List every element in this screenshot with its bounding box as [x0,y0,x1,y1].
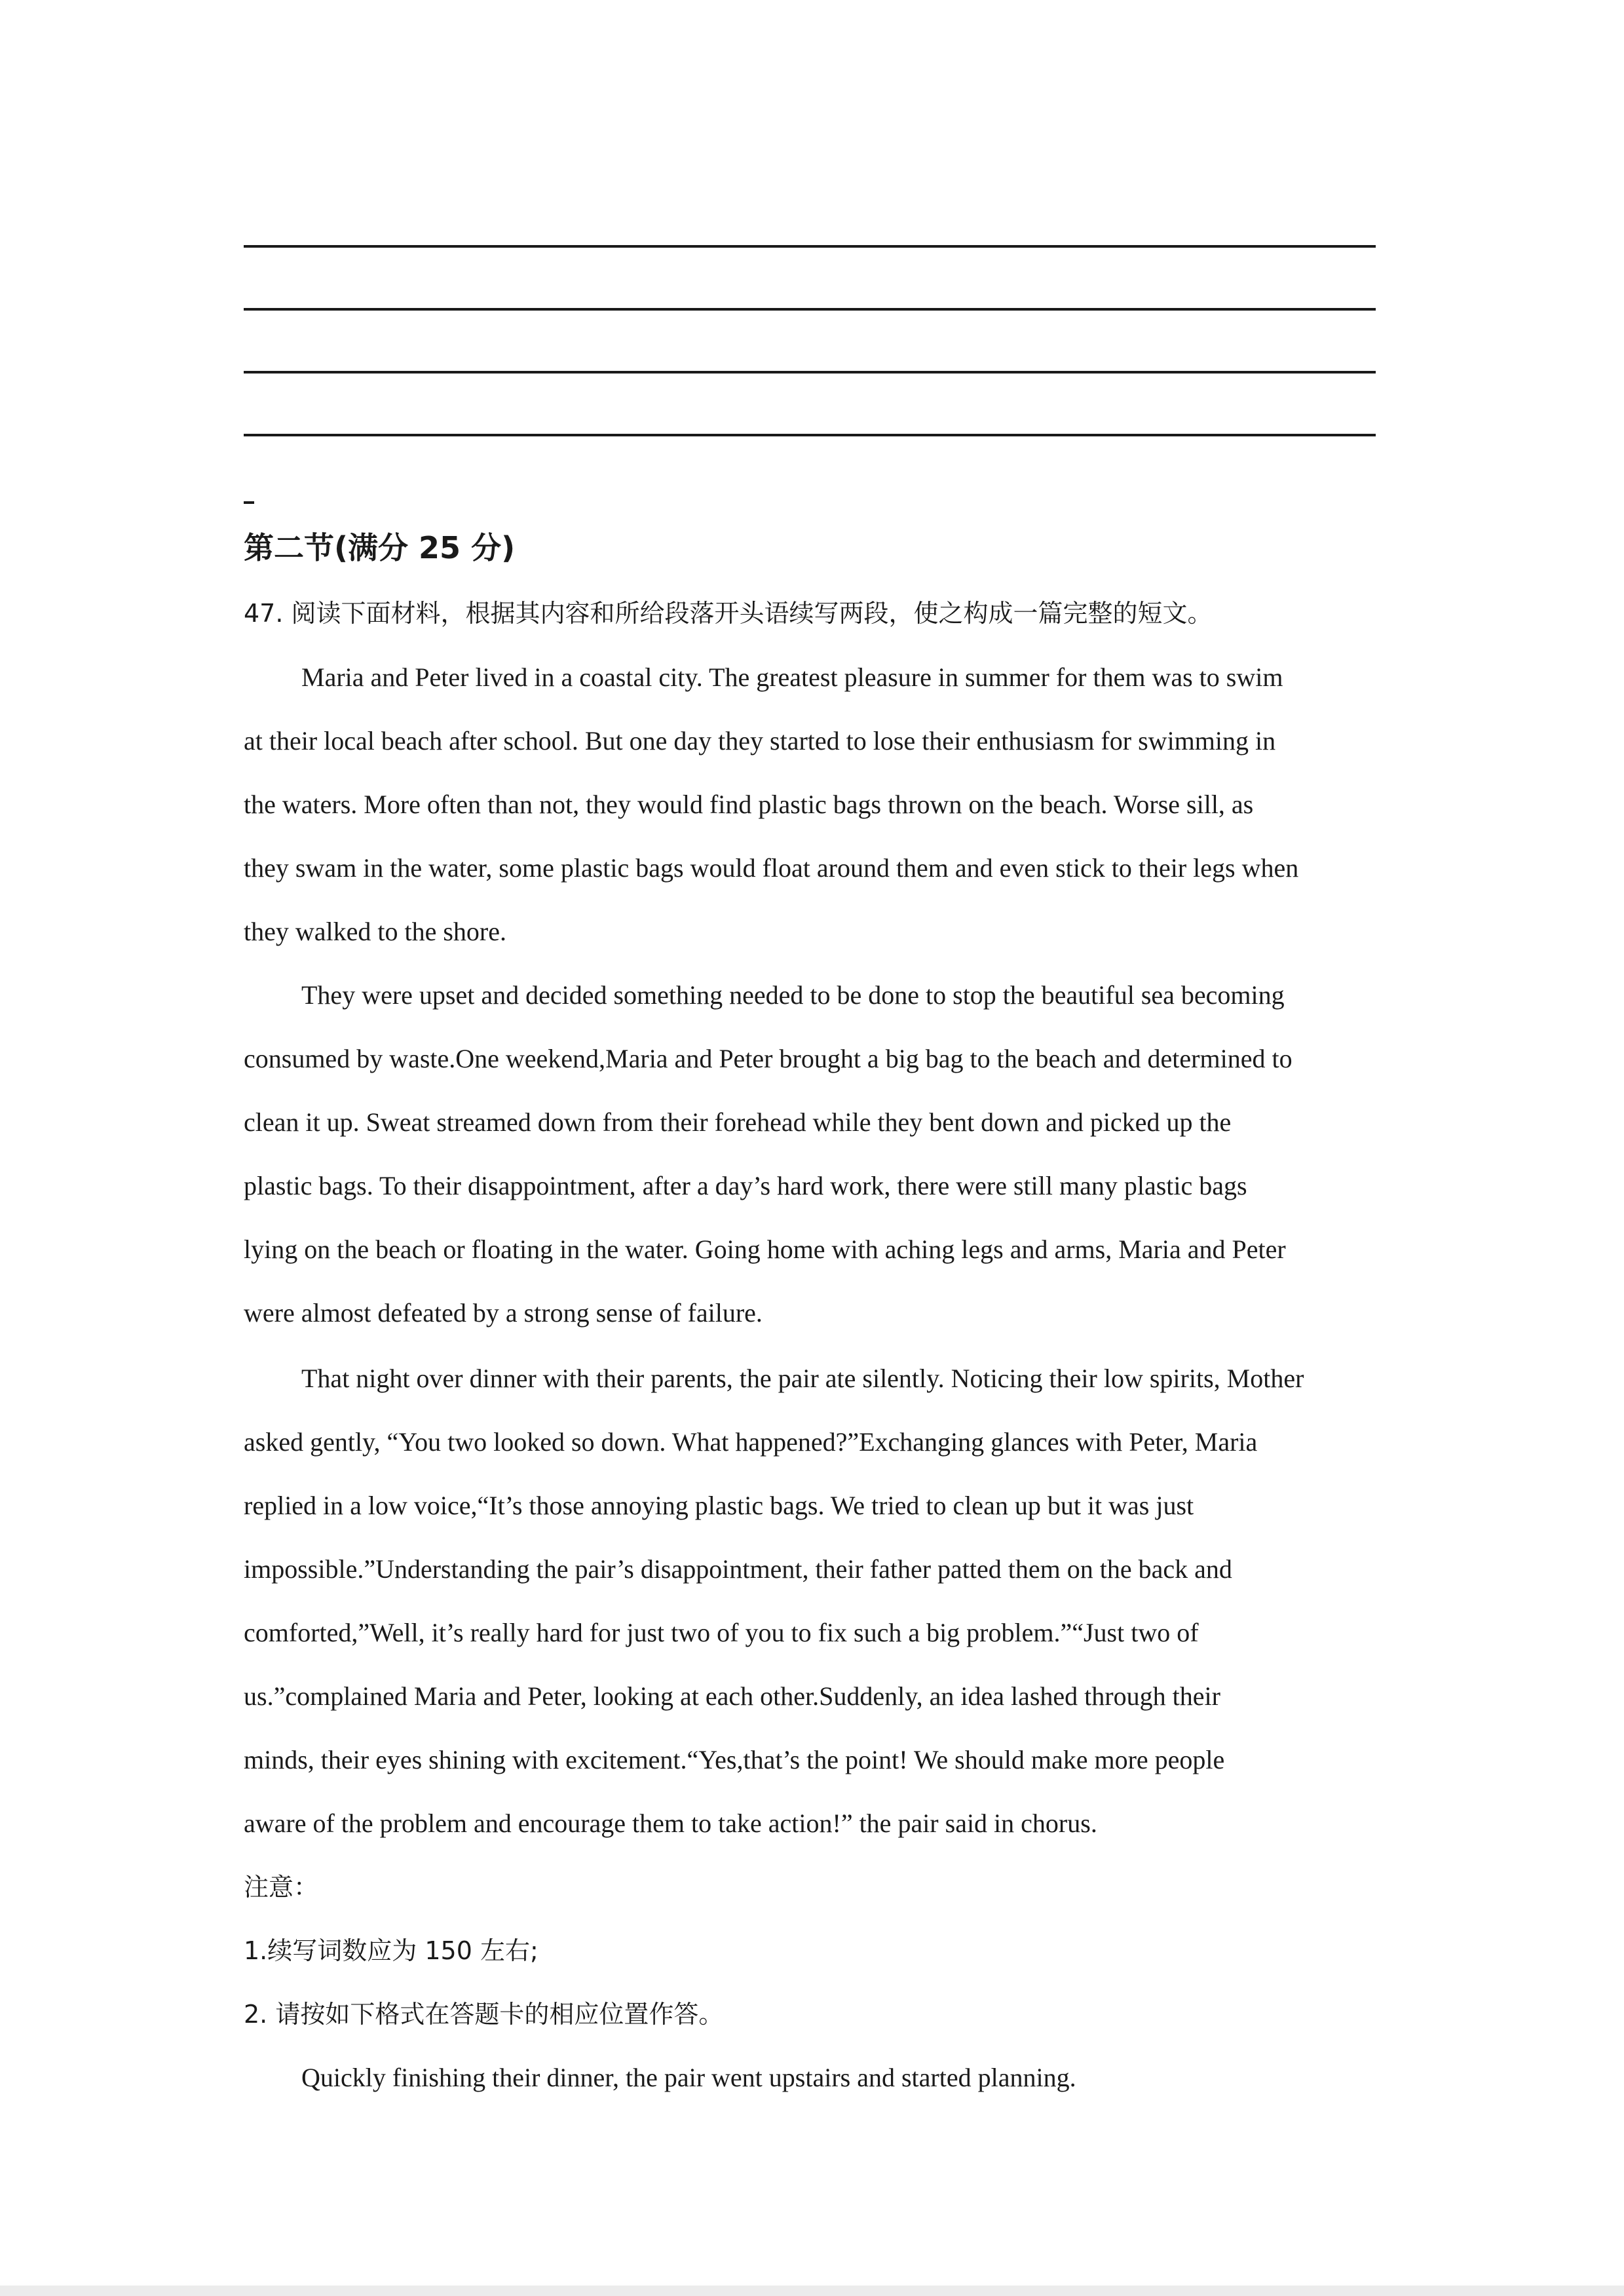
passage-p1-line-5: they walked to the shore. [244,917,506,946]
passage-p3-line-2: asked gently, “You two looked so down. What happened?”Exchanging glances with Peter, Maria [244,1427,1258,1457]
section-title: 第二节(满分 25 分) [244,530,516,565]
passage-p1-line-4: they swam in the water, some plastic bags would float around them and even stick to their legs when [244,853,1299,883]
passage-p2-line-2: consumed by waste.One weekend,Maria and Peter brought a big bag to the beach and determined to [244,1044,1293,1073]
answer-line-3[interactable] [244,371,1376,373]
passage-p2-line-5: lying on the beach or floating in the water. Going home with aching legs and arms, Maria and Peter [244,1234,1286,1264]
passage-p1-line-3: the waters. More often than not, they would find plastic bags thrown on the beach. Worse sill, as [244,790,1254,819]
notes-item-1: 1.续写词数应为 150 左右; [244,1936,538,1965]
passage-p3-line-5: comforted,”Well, it’s really hard for just two of you to fix such a big problem.”“Just two of [244,1618,1199,1647]
answer-line-4[interactable] [244,434,1376,436]
notes-item-2: 2. 请按如下格式在答题卡的相应位置作答。 [244,2000,724,2029]
passage-p2-line-1: They were upset and decided something needed to be done to stop the beautiful sea becoming [301,980,1285,1010]
passage-p3-line-1: That night over dinner with their parents, the pair ate silently. Noticing their low spirits, Mother [301,1364,1304,1393]
answer-line-2[interactable] [244,308,1376,311]
notes-heading: 注意： [244,1873,319,1902]
passage-p2-line-6: were almost defeated by a strong sense of failure. [244,1298,763,1328]
passage-p1-line-2: at their local beach after school. But one day they started to lose their enthusiasm for swimming in [244,726,1276,756]
answer-line-stub [244,501,254,504]
continuation-start: Quickly finishing their dinner, the pair went upstairs and started planning. [301,2063,1076,2092]
passage-p2-line-4: plastic bags. To their disappointment, after a day’s hard work, there were still many plastic bags [244,1171,1247,1200]
answer-line-1[interactable] [244,245,1376,248]
passage-p3-line-4: impossible.”Understanding the pair’s disappointment, their father patted them on the back and [244,1554,1232,1584]
question-prompt: 47. 阅读下面材料，根据其内容和所给段落开头语续写两段，使之构成一篇完整的短文。 [244,599,1213,628]
passage-p3-line-3: replied in a low voice,“It’s those annoying plastic bags. We tried to clean up but it was just [244,1491,1194,1520]
passage-p3-line-8: aware of the problem and encourage them to take action!” the pair said in chorus. [244,1808,1097,1838]
passage-p3-line-7: minds, their eyes shining with excitement.“Yes,that’s the point! We should make more people [244,1745,1225,1774]
passage-p3-line-6: us.”complained Maria and Peter, looking at each other.Suddenly, an idea lashed through their [244,1681,1220,1711]
page-bottom-band [0,2286,1624,2296]
passage-p1-line-1: Maria and Peter lived in a coastal city. The greatest pleasure in summer for them was to swim [301,662,1283,692]
passage-p2-line-3: clean it up. Sweat streamed down from their forehead while they bent down and picked up the [244,1107,1232,1137]
